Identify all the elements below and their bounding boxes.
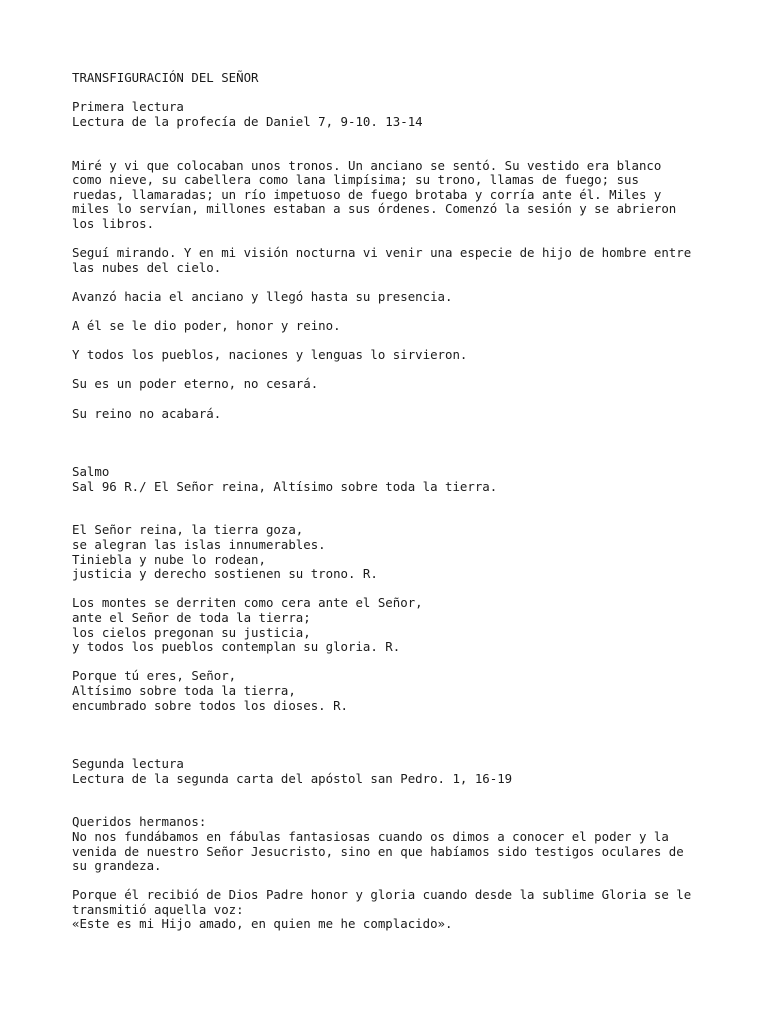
primera-lectura-reference: Lectura de la profecía de Daniel 7, 9-10. 13-14 [72, 113, 423, 129]
text-line: transmitió aquella voz: [72, 901, 244, 917]
spacer [72, 129, 712, 158]
segunda-lectura-heading: Segunda lectura [72, 755, 184, 771]
document-title: TRANSFIGURACIÓN DEL SEÑOR [72, 70, 259, 85]
spacer [72, 275, 712, 290]
spacer [72, 874, 712, 889]
document-page [72, 71, 712, 932]
text-line: como nieve, su cabellera como lana limpísima; su trono, llamas de fuego; sus [72, 172, 639, 188]
spacer [72, 392, 712, 407]
spacer [72, 421, 712, 465]
verse-line: El Señor reina, la tierra goza, [72, 522, 304, 538]
salmo-stanza-2 [72, 596, 712, 654]
text-line: miles lo servían, millones estaban a sus órdenes. Comenzó la sesión y se abrieron [72, 201, 677, 217]
verse-line: Altísimo sobre toda la tierra, [72, 682, 296, 698]
text-line: venida de nuestro Señor Jesucristo, sino en que habíamos sido testigos oculares de [72, 843, 684, 859]
spacer [72, 363, 712, 378]
verse-line: Los montes se derriten como cera ante el Señor, [72, 595, 423, 611]
primera-lectura-paragraph-3: Avanzó hacia el anciano y llegó hasta su presencia. [72, 288, 453, 304]
spacer [72, 713, 712, 757]
salmo-heading: Salmo [72, 464, 110, 480]
primera-lectura-paragraph-4: A él se le dio poder, honor y reino. [72, 318, 341, 334]
text-line: Porque él recibió de Dios Padre honor y gloria cuando desde la sublime Gloria se le [72, 887, 692, 903]
text-line: su grandeza. [72, 858, 162, 874]
primera-lectura-paragraph-7: Su reino no acabará. [72, 405, 222, 421]
segunda-lectura-paragraph-2 [72, 888, 712, 932]
salmo-reference: Sal 96 R./ El Señor reina, Altísimo sobre toda la tierra. [72, 478, 498, 494]
primera-lectura-paragraph-6: Su es un poder eterno, no cesará. [72, 376, 319, 392]
spacer [72, 786, 712, 815]
primera-lectura-paragraph-1 [72, 159, 712, 232]
verse-line: Tiniebla y nube lo rodean, [72, 551, 266, 567]
spacer [72, 232, 712, 247]
text-line: No nos fundábamos en fábulas fantasiosas cuando os dimos a conocer el poder y la [72, 828, 669, 844]
verse-line: justicia y derecho sostienen su trono. R. [72, 566, 378, 582]
text-line: Queridos hermanos: [72, 814, 207, 830]
spacer [72, 655, 712, 670]
text-line: Seguí mirando. Y en mi visión nocturna vi venir una especie de hijo de hombre entre [72, 245, 692, 261]
text-line: las nubes del cielo. [72, 259, 222, 275]
primera-lectura-paragraph-5: Y todos los pueblos, naciones y lenguas lo sirvieron. [72, 347, 468, 363]
segunda-lectura-reference: Lectura de la segunda carta del apóstol san Pedro. 1, 16-19 [72, 770, 513, 786]
spacer [72, 582, 712, 597]
spacer [72, 494, 712, 523]
text-line: «Este es mi Hijo amado, en quien me he complacido». [72, 916, 453, 932]
spacer [72, 334, 712, 349]
salmo-stanza-1 [72, 523, 712, 581]
verse-line: encumbrado sobre todos los dioses. R. [72, 697, 349, 713]
spacer [72, 305, 712, 320]
salmo-stanza-3 [72, 669, 712, 713]
segunda-lectura-paragraph-1 [72, 815, 712, 873]
text-line: ruedas, llamaradas; un río impetuoso de fuego brotaba y corría ante él. Miles y [72, 186, 662, 202]
verse-line: los cielos pregonan su justicia, [72, 624, 311, 640]
verse-line: y todos los pueblos contemplan su gloria. R. [72, 639, 401, 655]
verse-line: Porque tú eres, Señor, [72, 668, 237, 684]
text-line: Miré y vi que colocaban unos tronos. Un anciano se sentó. Su vestido era blanco [72, 157, 662, 173]
primera-lectura-heading: Primera lectura [72, 99, 184, 115]
spacer [72, 86, 712, 101]
verse-line: ante el Señor de toda la tierra; [72, 609, 311, 625]
text-line: los libros. [72, 215, 155, 231]
primera-lectura-paragraph-2 [72, 246, 712, 275]
verse-line: se alegran las islas innumerables. [72, 537, 326, 553]
